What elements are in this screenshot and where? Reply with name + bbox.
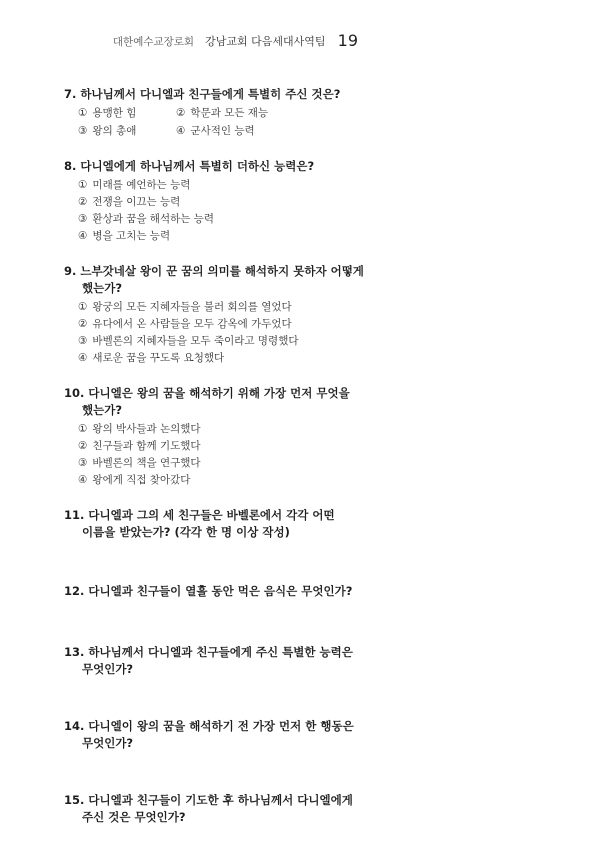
question-prompt: 다니엘과 친구들이 열흘 동안 먹은 음식은 무엇인가?: [88, 584, 353, 598]
answer-choices: [64, 299, 364, 367]
question-number: 12.: [64, 584, 85, 598]
answer-choice: [78, 105, 176, 122]
question-prompt: 다니엘이 왕의 꿈을 해석하기 전 가장 먼저 한 행동은 무엇인가?: [82, 719, 354, 750]
header-organization: 대한예수교장로회: [112, 36, 195, 48]
answer-choice: [176, 105, 326, 122]
choice-marker: ①: [78, 301, 88, 313]
choice-text: 친구들과 함께 기도했다: [92, 440, 201, 452]
choice-text: 병을 고치는 능력: [92, 230, 171, 242]
question-number: 9.: [64, 264, 77, 278]
question-item: [64, 263, 364, 367]
page-header: [0, 30, 358, 50]
question-prompt: 다니엘에게 하나님께서 특별히 더하신 능력은?: [80, 159, 315, 173]
question-item: [64, 86, 364, 140]
choice-marker: ④: [78, 352, 88, 364]
page-number: 19: [337, 31, 358, 50]
choice-text: 왕에게 직접 찾아갔다: [92, 474, 191, 486]
question-number: 15.: [64, 793, 85, 807]
choice-text: 왕궁의 모든 지혜자들을 불러 회의를 열었다: [92, 301, 292, 313]
answer-choice: [78, 438, 364, 455]
choice-text: 환상과 꿈을 해석하는 능력: [92, 213, 215, 225]
choice-marker: ③: [78, 335, 88, 347]
answer-choices: [64, 177, 364, 245]
answer-choice: [78, 194, 364, 211]
choice-marker: ②: [176, 107, 186, 119]
question-item: [64, 583, 364, 600]
question-item: [64, 507, 364, 541]
question-text: [64, 158, 364, 175]
question-text: [64, 385, 364, 419]
question-prompt: 다니엘은 왕의 꿈을 해석하기 위해 가장 먼저 무엇을 했는가?: [82, 386, 350, 417]
choice-text: 바벨론의 책을 연구했다: [92, 457, 201, 469]
question-text: [64, 263, 364, 297]
question-item: [64, 792, 364, 826]
header-team-name: 강남교회 다음세대사역팀: [205, 35, 326, 48]
answer-choice: [78, 455, 364, 472]
question-number: 10.: [64, 386, 85, 400]
question-text: [64, 644, 364, 678]
question-prompt: 느부갓네살 왕이 꾼 꿈의 의미를 해석하지 못하자 어떻게 했는가?: [80, 264, 364, 295]
question-number: 7.: [64, 87, 77, 101]
answer-choice: [78, 228, 364, 245]
choice-text: 새로운 꿈을 꾸도록 요청했다: [92, 352, 225, 364]
choice-marker: ④: [78, 474, 88, 486]
question-item: [64, 644, 364, 678]
choice-text: 미래를 예언하는 능력: [92, 179, 191, 191]
question-item: [64, 158, 364, 245]
choice-marker: ①: [78, 423, 88, 435]
answer-choice: [78, 421, 364, 438]
answer-choice: [78, 472, 364, 489]
choice-text: 용맹한 힘: [92, 107, 137, 119]
question-prompt: 다니엘과 그의 세 친구들은 바벨론에서 각각 어떤 이름을 받았는가? (각각 한 명 이상 작성): [82, 508, 335, 539]
choice-marker: ④: [78, 230, 88, 242]
choice-marker: ②: [78, 196, 88, 208]
question-prompt: 다니엘과 친구들이 기도한 후 하나님께서 다니엘에게 주신 것은 무엇인가?: [82, 793, 353, 824]
question-number: 13.: [64, 645, 85, 659]
question-text: [64, 718, 364, 752]
answer-choice: [78, 299, 364, 316]
answer-choice: [78, 316, 364, 333]
choice-marker: ②: [78, 318, 88, 330]
question-number: 11.: [64, 508, 85, 522]
answer-choice: [176, 123, 326, 140]
choice-marker: ②: [78, 440, 88, 452]
answer-choice: [78, 177, 364, 194]
choice-text: 바벨론의 지혜자들을 모두 죽이라고 명령했다: [92, 335, 299, 347]
choice-text: 군사적인 능력: [190, 125, 255, 137]
choice-marker: ③: [78, 125, 88, 137]
answer-choice: [78, 350, 364, 367]
answer-choices: [64, 421, 364, 489]
question-prompt: 하나님께서 다니엘과 친구들에게 주신 특별한 능력은 무엇인가?: [82, 645, 353, 676]
question-list: [64, 86, 364, 826]
choice-text: 왕의 총애: [92, 125, 137, 137]
question-number: 14.: [64, 719, 85, 733]
question-item: [64, 385, 364, 489]
question-text: [64, 792, 364, 826]
choice-marker: ①: [78, 107, 88, 119]
choice-text: 왕의 박사들과 논의했다: [92, 423, 201, 435]
question-prompt: 하나님께서 다니엘과 친구들에게 특별히 주신 것은?: [80, 87, 341, 101]
choice-text: 유다에서 온 사람들을 모두 감옥에 가두었다: [92, 318, 292, 330]
question-number: 8.: [64, 159, 77, 173]
question-text: [64, 583, 364, 600]
choice-marker: ③: [78, 457, 88, 469]
choice-text: 전쟁을 이끄는 능력: [92, 196, 181, 208]
question-text: [64, 507, 364, 541]
answer-choice: [78, 333, 364, 350]
answer-choice: [78, 123, 176, 140]
question-text: [64, 86, 364, 103]
choice-text: 학문과 모든 재능: [190, 107, 269, 119]
choice-marker: ①: [78, 179, 88, 191]
choice-marker: ④: [176, 125, 186, 137]
choice-marker: ③: [78, 213, 88, 225]
question-item: [64, 718, 364, 752]
answer-choice: [78, 211, 364, 228]
answer-choices: [64, 105, 364, 140]
